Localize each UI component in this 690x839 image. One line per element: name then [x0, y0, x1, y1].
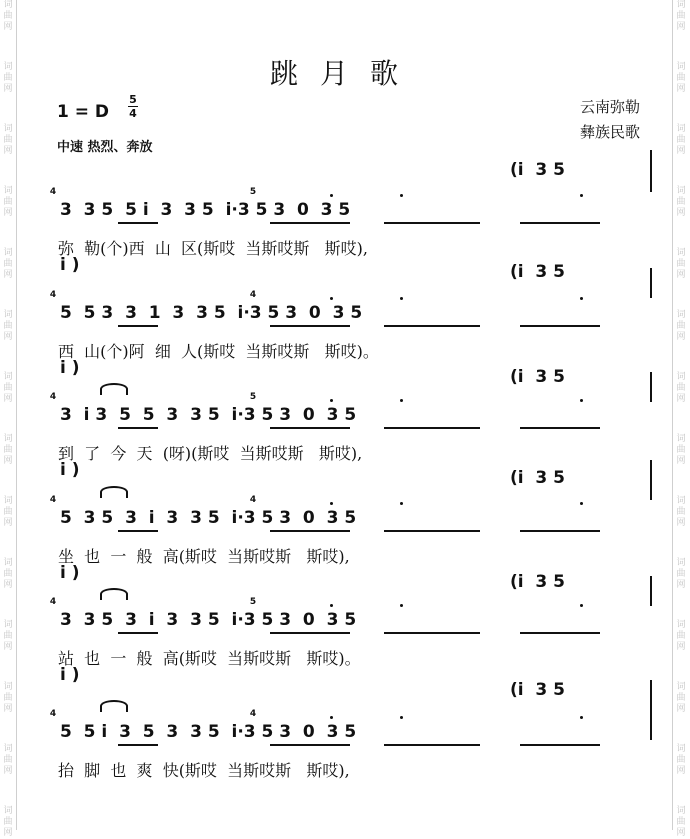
tie-arc	[100, 700, 128, 712]
notation-row: 5 3 5 3 i 3 3 5 i·3 5 3 0 3 5	[60, 508, 357, 528]
beam-line	[118, 222, 158, 224]
octave-dot	[330, 194, 333, 197]
octave-dot	[400, 297, 403, 300]
notation-row: 5 5 3 3 1 3 3 5 i·3 5 3 0 3 5	[60, 303, 363, 323]
key-signature: 1 = D	[57, 102, 110, 122]
pickup-close: i )	[60, 563, 80, 583]
meter-change: 4	[49, 495, 57, 505]
beam-line	[270, 530, 350, 532]
beam-line	[520, 530, 600, 532]
meter-change: 5	[249, 392, 257, 402]
beam-line	[384, 632, 480, 634]
octave-dot	[330, 604, 333, 607]
octave-dot	[400, 604, 403, 607]
beam-line	[270, 325, 350, 327]
pickup-phrase: (i 3 5	[510, 572, 566, 592]
meter-change: 4	[49, 392, 57, 402]
pickup-close: i )	[60, 665, 80, 685]
beam-line	[270, 222, 350, 224]
time-signature: 5 4	[129, 93, 137, 120]
beam-line	[520, 744, 600, 746]
left-watermark-strip: 词 曲 网 词 曲 网 词 曲 网 词 曲 网 词 曲 网 词 曲 网 词 曲 网 词 曲 网 词 曲 网 词 曲 网 词 曲 网 词 曲 网 词 曲 网 词 曲 网	[0, 0, 17, 830]
octave-dot	[330, 297, 333, 300]
octave-dot	[400, 716, 403, 719]
lyric-row: 西 山(个)阿 细 人(斯哎 当斯哎斯 斯哎)。	[58, 342, 379, 361]
song-origin: 云南弥勒 彝族民歌	[579, 98, 640, 141]
beam-line	[520, 427, 600, 429]
octave-dot	[580, 297, 583, 300]
octave-dot	[580, 194, 583, 197]
octave-dot	[580, 502, 583, 505]
meter-change: 4	[249, 495, 257, 505]
pickup-close: i )	[60, 460, 80, 480]
beam-line	[118, 530, 158, 532]
tempo-marking: 中速 热烈、奔放	[57, 140, 153, 155]
pickup-phrase: (i 3 5	[510, 160, 566, 180]
octave-dot	[400, 502, 403, 505]
pickup-close: i )	[60, 358, 80, 378]
meter-change: 4	[49, 709, 57, 719]
barline	[650, 268, 652, 298]
beam-line	[384, 744, 480, 746]
beam-line	[384, 222, 480, 224]
tie-arc	[100, 486, 128, 498]
beam-line	[520, 325, 600, 327]
meter-change: 4	[49, 290, 57, 300]
beam-line	[270, 744, 350, 746]
notation-row: 5 5 i 3 5 3 3 5 i·3 5 3 0 3 5	[60, 722, 357, 742]
tie-arc	[100, 383, 128, 395]
beam-line	[118, 325, 158, 327]
octave-dot	[330, 399, 333, 402]
pickup-phrase: (i 3 5	[510, 680, 566, 700]
beam-line	[118, 427, 158, 429]
meter-change: 5	[249, 187, 257, 197]
beam-line	[384, 427, 480, 429]
meter-change: 4	[249, 290, 257, 300]
beam-line	[384, 325, 480, 327]
meter-change: 4	[249, 709, 257, 719]
barline	[650, 576, 652, 606]
octave-dot	[400, 194, 403, 197]
beam-line	[520, 222, 600, 224]
lyric-row: 坐 也 一 般 高(斯哎 当斯哎斯 斯哎),	[58, 547, 350, 566]
beam-line	[384, 530, 480, 532]
beam-line	[270, 632, 350, 634]
meter-change: 5	[249, 597, 257, 607]
octave-dot	[400, 399, 403, 402]
pickup-phrase: (i 3 5	[510, 262, 566, 282]
right-watermark-strip: 词 曲 网 词 曲 网 词 曲 网 词 曲 网 词 曲 网 词 曲 网 词 曲 网 词 曲 网 词 曲 网 词 曲 网 词 曲 网 词 曲 网 词 曲 网 词 曲 网	[672, 0, 689, 830]
beam-line	[520, 632, 600, 634]
octave-dot	[330, 716, 333, 719]
lyric-row: 抬 脚 也 爽 快(斯哎 当斯哎斯 斯哎),	[58, 761, 350, 780]
lyric-row: 站 也 一 般 高(斯哎 当斯哎斯 斯哎)。	[58, 649, 361, 668]
octave-dot	[580, 716, 583, 719]
tie-arc	[100, 588, 128, 600]
notation-row: 3 i 3 5 5 3 3 5 i·3 5 3 0 3 5	[60, 405, 357, 425]
lyric-row: 到 了 今 天 (呀)(斯哎 当斯哎斯 斯哎),	[58, 444, 363, 463]
octave-dot	[330, 502, 333, 505]
lyric-row: 弥 勒(个)西 山 区(斯哎 当斯哎斯 斯哎),	[58, 239, 369, 258]
beam-line	[270, 427, 350, 429]
notation-row: 3 3 5 3 i 3 3 5 i·3 5 3 0 3 5	[60, 610, 357, 630]
barline	[650, 460, 652, 500]
song-title: 跳月歌	[269, 57, 420, 90]
beam-line	[118, 744, 158, 746]
barline	[650, 150, 652, 192]
meter-change: 4	[49, 597, 57, 607]
pickup-close: i )	[60, 255, 80, 275]
octave-dot	[580, 399, 583, 402]
pickup-phrase: (i 3 5	[510, 367, 566, 387]
pickup-phrase: (i 3 5	[510, 468, 566, 488]
notation-row: 3 3 5 5 i 3 3 5 i·3 5 3 0 3 5	[60, 200, 351, 220]
meter-change: 4	[49, 187, 57, 197]
octave-dot	[580, 604, 583, 607]
barline	[650, 372, 652, 402]
barline	[650, 680, 652, 740]
beam-line	[118, 632, 158, 634]
